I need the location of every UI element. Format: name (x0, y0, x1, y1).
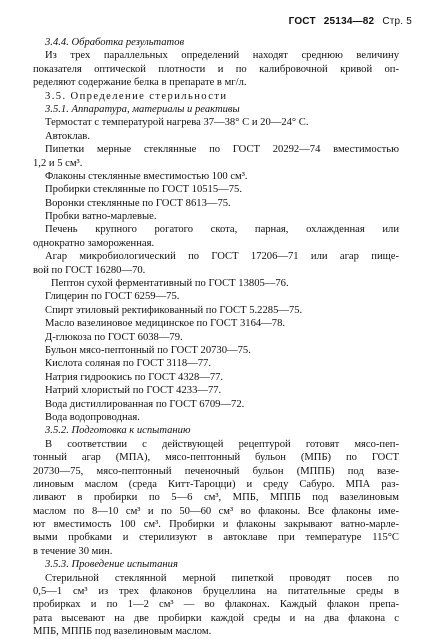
text-line: 20730—75, мясо-пептонный печеночный бульон (МППБ) под вазе- (33, 465, 399, 477)
document-body (33, 36, 399, 639)
text-line: Вода дистиллированная по ГОСТ 6709—72. (45, 398, 245, 410)
text-line: тонный агар (МПА), мясо-пептонный бульон (МПБ) по ГОСТ (33, 452, 399, 464)
text-line: 3.5.3. Проведение испытания (45, 559, 178, 571)
text-line: Флаконы стеклянные вместимостью 100 см³. (45, 170, 248, 182)
page-header (289, 15, 412, 28)
text-line: Пробирки стеклянные по ГОСТ 10515—75. (45, 184, 242, 196)
text-line: 3.4.4. Обработка результатов (45, 37, 185, 48)
text-line: Пробки ватно-марлевые. (45, 211, 157, 223)
text-line: Глицерин по ГОСТ 6259—75. (45, 291, 180, 303)
text-line: вой по ГОСТ 16280—70. (33, 264, 146, 276)
text-line: однократно замороженная. (33, 237, 155, 249)
standard-number: 25134—82 (323, 16, 375, 27)
text-line: 3.5.1. Аппаратура, материалы и реактивы (45, 103, 240, 115)
text-line: Из трех параллельных определений находят среднюю величину (45, 50, 399, 62)
text-line: Стерильной стеклянной мерной пипеткой проводят посев по (45, 572, 399, 584)
text-line: показателя оптической плотности и по калибровочной кривой оп- (33, 63, 399, 75)
text-line: Натрия гидроокись по ГОСТ 4328—77. (45, 371, 224, 383)
standard-label: ГОСТ (288, 16, 316, 27)
text-line: Кислота соляная по ГОСТ 3118—77. (45, 358, 211, 370)
text-line: 3.5.2. Подготовка к испытанию (45, 425, 191, 437)
text-line: линовым маслом (среда Китт-Тароцци) и среду Сабуро. МПА раз- (33, 478, 399, 490)
text-line: рата высевают на две пробирки каждой среды и на два флакона с (33, 612, 399, 624)
text-line: Пипетки мерные стеклянные по ГОСТ 20292—74 вместимостью (45, 144, 399, 156)
text-line: ределяют содержание белка в препарате в мг/л. (33, 77, 247, 89)
text-line: Термостат с температурой нагрева 37—38° С и 20—24° С. (45, 117, 309, 129)
text-line: выми пробками и стерилизуют в автоклаве при температуре 115°С (33, 532, 399, 544)
text-line: МПБ, МППБ под вазелиновым маслом. (33, 626, 212, 638)
text-line: Вода водопроводная. (45, 411, 140, 423)
text-line: Печень крупного рогатого скота, парная, охлажденная или (45, 224, 399, 236)
text-line: Масло вазелиновое медицинское по ГОСТ 3164—78. (45, 318, 286, 330)
text-line: Спирт этиловый ректификованный по ГОСТ 5.2285—75. (45, 304, 303, 316)
text-line: Агар микробиологический по ГОСТ 17206—71 или агар пище- (45, 251, 399, 263)
text-line: 1,2 и 5 см³. (33, 157, 83, 169)
text-line: Д-глюкоза по ГОСТ 6038—79. (45, 331, 183, 343)
text-line: маслом по 8—10 см³ и по 50—60 см³ во флаконы. Все флаконы име- (33, 505, 399, 517)
text-line: пробирках и по 1—2 см³ — во флаконах. Каждый флакон препа- (33, 599, 399, 611)
page-number: Стр. 5 (382, 16, 412, 27)
text-line: Натрий хлористый по ГОСТ 4233—77. (45, 385, 222, 397)
text-line: Воронки стеклянные по ГОСТ 8613—75. (45, 197, 231, 209)
text-line: Пептон сухой ферментативный по ГОСТ 13805—76. (51, 278, 289, 290)
text-line: в течение 30 мин. (33, 545, 113, 557)
text-line: 0,5—1 см³ из трех флаконов бруцеллина на питательные среды в (33, 586, 399, 598)
text-line: ют вместимость 100 см³. Пробирки и флаконы закрывают ватно-марле- (33, 519, 399, 531)
text-line: ливают в пробирки по 5—6 см³, МПБ, МППБ под вазелиновым (33, 492, 399, 504)
text-line: Бульон мясо-пептонный по ГОСТ 20730—75. (45, 344, 251, 356)
text-line: В соответствии с действующей рецептурой готовят мясо-пеп- (45, 438, 399, 450)
text-line: Автоклав. (45, 130, 90, 142)
text-line: 3.5. Определение стерильности (45, 90, 228, 102)
